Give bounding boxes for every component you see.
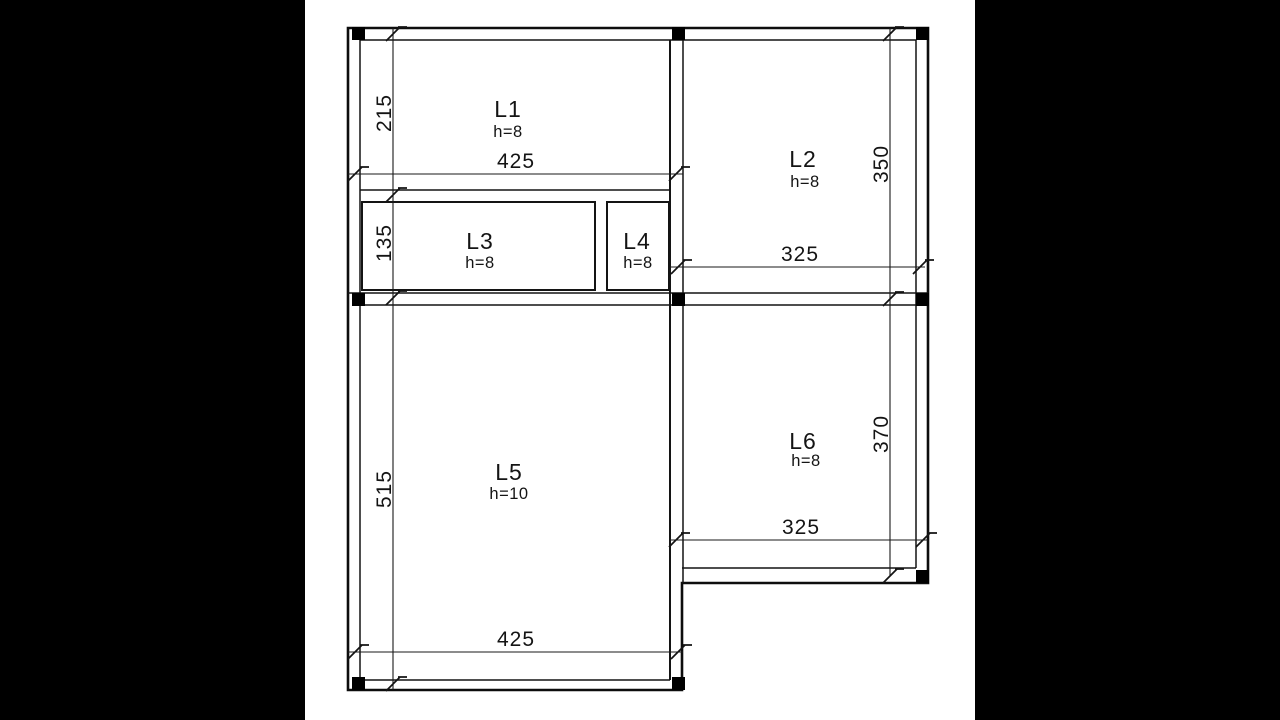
dim-bottom-width [348,628,692,659]
column-marker [916,293,929,306]
column-marker [916,570,929,583]
dim-left-chain [373,27,407,691]
dim-l6-width [669,516,937,547]
dim-left-middle-value: 135 [373,223,396,263]
panel-L3-name: L3 [466,228,494,254]
panel-L2-name: L2 [789,146,817,172]
panel-L1-label [493,96,523,141]
dim-top-width [348,150,690,181]
panel-L3-label [465,228,495,272]
dim-l6-width-value: 325 [781,516,821,539]
dim-l2-width [670,243,934,274]
column-marker [352,27,365,40]
dim-left-upper-value: 215 [373,93,396,133]
column-marker [352,677,365,690]
panel-L4-name: L4 [623,228,651,254]
panel-L3-thickness: h=8 [465,254,495,272]
panel-L1-name: L1 [494,96,522,122]
column-marker [352,293,365,306]
dim-l2-width-value: 325 [780,243,820,266]
panel-L6-thickness: h=8 [791,452,821,470]
panel-L5-name: L5 [495,459,523,485]
panel-L2-label [789,146,820,191]
dim-l2-height-value: 350 [870,144,893,184]
drawing-paper [305,0,975,720]
slab-outer-outline [348,28,928,690]
column-marker [672,27,685,40]
dim-top-width-value: 425 [496,150,536,173]
panel-L4-label [623,228,653,272]
panel-L4-thickness: h=8 [623,254,653,272]
panel-L5-thickness: h=10 [489,485,529,503]
dim-l6-height-value: 370 [870,414,893,454]
dim-left-lower-value: 515 [373,469,396,509]
column-marker [672,293,685,306]
panel-L6-label [789,428,821,470]
panel-L2-thickness: h=8 [790,173,820,191]
columns [352,27,929,690]
panel-L1-thickness: h=8 [493,123,523,141]
column-marker [916,27,929,40]
right-letterbox-bar [975,0,1280,720]
panel-L6-name: L6 [789,428,817,454]
dim-bottom-width-value: 425 [496,628,536,651]
column-marker [672,677,685,690]
floor-plan-canvas [305,0,975,720]
left-letterbox-bar [0,0,305,720]
panel-L5-label [489,459,528,503]
